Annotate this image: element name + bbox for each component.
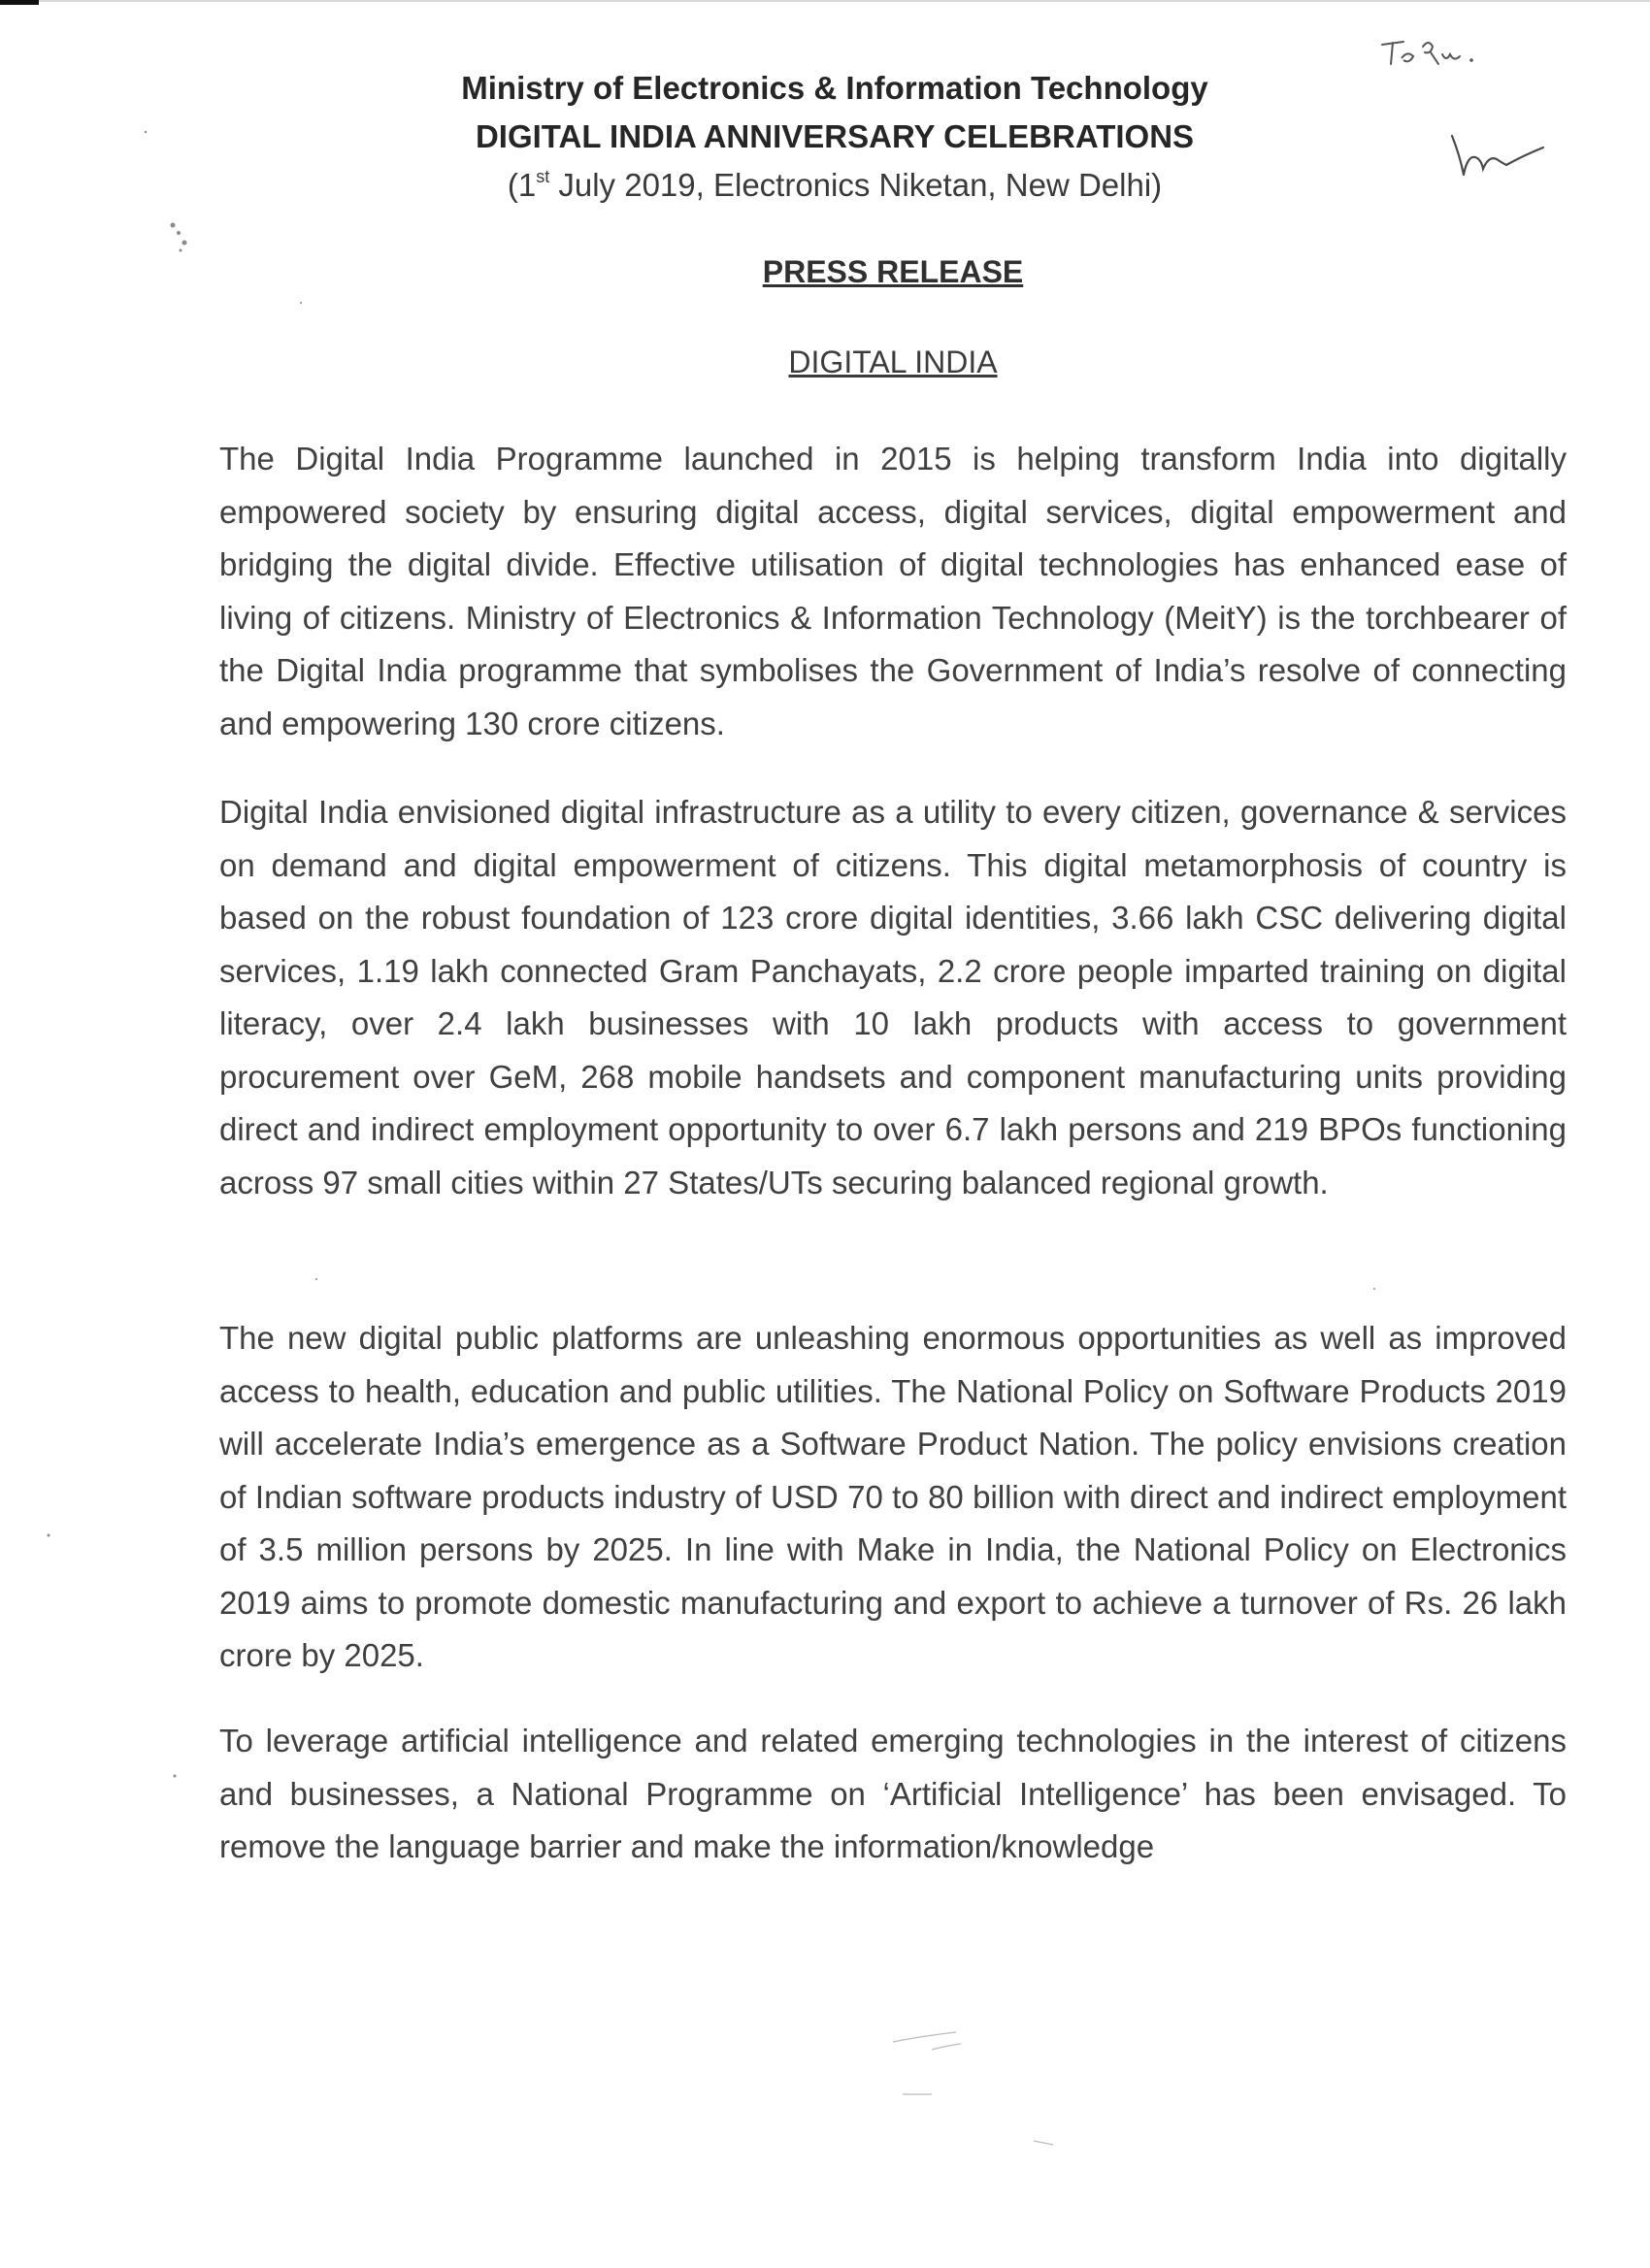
dateline-text xyxy=(508,167,1162,204)
dateline-open: (1 xyxy=(507,167,537,203)
body-paragraph-4: To leverage artificial intelligence and related emerging technologies in the interest of citizens and businesses, a National Programme on ‘Artificial Intelligence’ has been envisaged. To remove the language barrier and make the information/knowledge xyxy=(219,1723,1567,1864)
body-paragraph-2: Digital India envisioned digital infrastructure as a utility to every citizen, governance & services on demand and digital empowerment of citizens. This digital metamorphosis of country is based on the robust foundation of 123 crore digital identities, 3.66 lakh CSC delivering digital services, 1.19 lakh connected Gram Panchayats, 2.2 crore people imparted training on digital literacy, over 2.4 lakh businesses with 10 lakh products with access to government procurement over GeM, 268 mobile handsets and component manufacturing units providing direct and indirect employment opportunity to over 6.7 lakh persons and 219 BPOs functioning across 97 small cities within 27 States/UTs securing balanced regional growth. xyxy=(219,794,1567,1200)
event-title-text: DIGITAL INDIA ANNIVERSARY CELEBRATIONS xyxy=(475,118,1195,154)
scan-top-edge xyxy=(39,0,1650,2)
section-title-text: DIGITAL INDIA xyxy=(788,345,998,379)
press-release-heading xyxy=(0,254,1650,290)
body-paragraph-3: The new digital public platforms are unleashing enormous opportunities as well as improved access to health, education and public utilities. The National Policy on Software Products 2019 will accelerate India’s emergence as a Software Product Nation. The policy envisions creation of Indian software products industry of USD 70 to 80 billion with direct and indirect employment of 3.5 million persons by 2025. In line with Make in India, the National Policy on Electronics 2019 aims to promote domestic manufacturing and export to achieve a turnover of Rs. 26 lakh crore by 2025. xyxy=(219,1320,1567,1673)
press-release-title: PRESS RELEASE xyxy=(762,254,1024,289)
dateline-superscript: st xyxy=(536,167,550,186)
ministry-name-text: Ministry of Electronics & Information Technology xyxy=(461,70,1208,106)
body-paragraph-1: The Digital India Programme launched in 2015 is helping transform India into digitally empowered society by ensuring digital access, digital services, digital empowerment and bridging the digital divide. Effective utilisation of digital technologies has enhanced ease of living of citizens. Ministry of Electronics & Information Technology (MeitY) is the torchbearer of the Digital India programme that symbolises the Government of India’s resolve of connecting and empowering 130 crore citizens. xyxy=(219,441,1567,741)
scan-edge-mark xyxy=(0,0,39,5)
event-dateline xyxy=(0,167,1650,204)
section-heading xyxy=(0,345,1650,380)
event-title xyxy=(0,118,1650,155)
ministry-name xyxy=(0,70,1650,107)
handwritten-note xyxy=(1378,33,1504,72)
dateline-rest: July 2019, Electronics Niketan, New Delhi) xyxy=(549,167,1163,203)
